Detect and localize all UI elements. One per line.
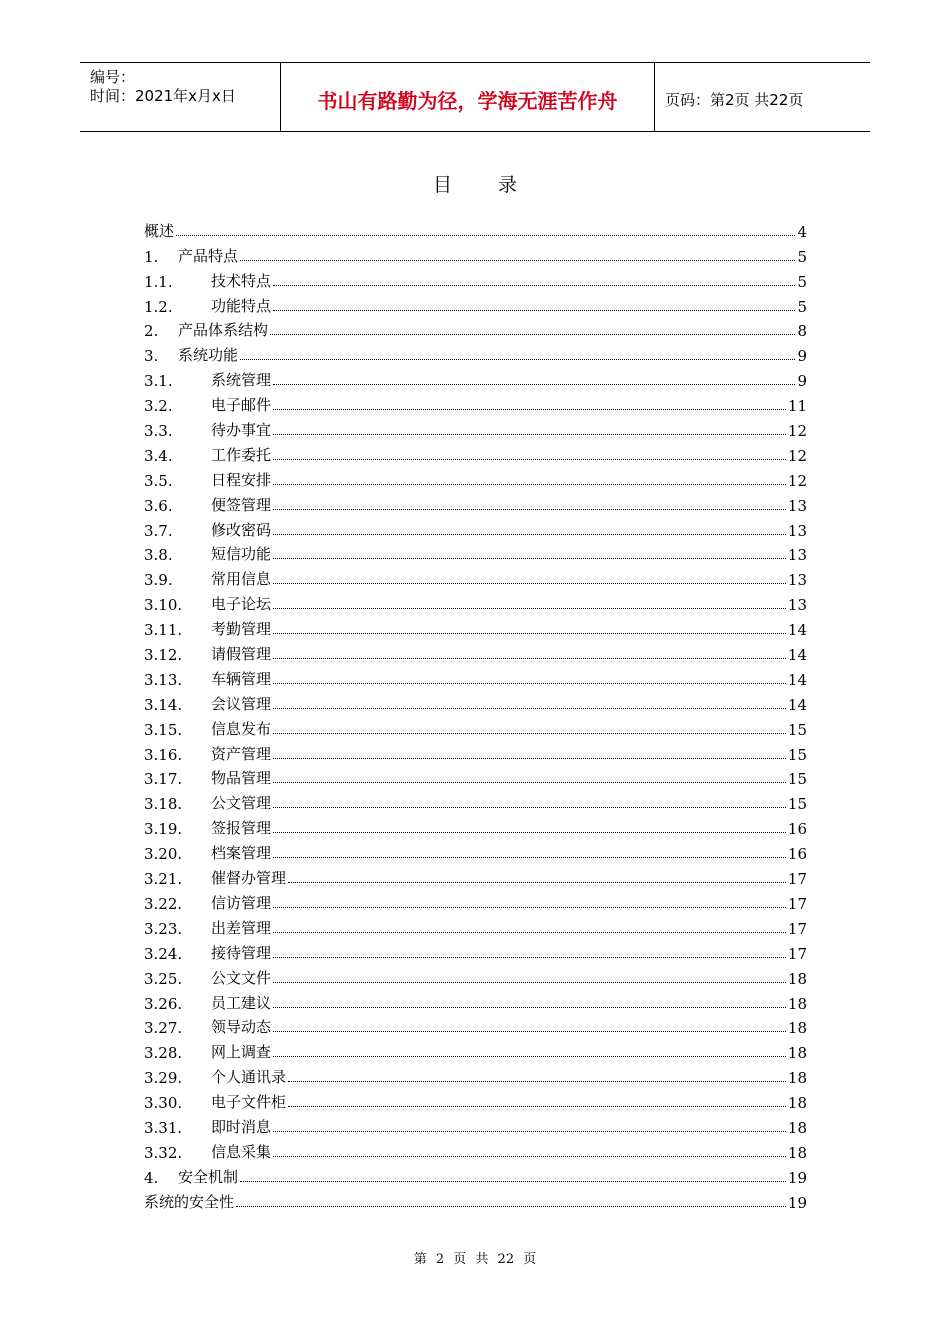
motto: 书山有路勤为径，学海无涯苦作舟 [317,89,618,113]
toc-entry-number: 3.7. [144,521,173,540]
toc-entry-page: 18 [787,1094,807,1113]
toc-entry-page: 18 [787,994,807,1013]
toc-entry-title: 考勤管理 [211,620,272,639]
toc-entry[interactable] [144,564,807,589]
toc-entry-title: 功能特点 [211,296,272,315]
toc-entry-page: 17 [787,870,807,889]
toc-entry-number: 3.20. [144,845,183,864]
toc-entry-page: 8 [797,322,807,341]
toc-entry-number: 3.2. [144,397,173,416]
toc-entry-page: 13 [787,546,807,565]
toc-entry[interactable] [144,938,807,963]
toc-entry-title: 安全机制 [178,1167,239,1186]
toc-entry-page: 18 [787,1143,807,1162]
toc-entry-number: 3.31. [144,1118,183,1137]
toc-dot-leader [273,509,786,510]
toc-entry[interactable] [144,440,807,465]
toc-entry-number: 3.1. [144,372,173,391]
toc-entry-page: 14 [787,670,807,689]
toc-dot-leader [273,1031,786,1032]
toc-entry-number: 3.10. [144,596,183,615]
toc-entry[interactable] [144,664,807,689]
toc-entry-title: 待办事宜 [211,421,272,440]
toc-entry[interactable] [144,465,807,490]
toc-entry-number: 3.28. [144,1044,183,1063]
toc-entry-page: 18 [787,1118,807,1137]
toc-entry-page: 17 [787,944,807,963]
toc-entry[interactable] [144,291,807,316]
toc-entry-title: 电子文件柜 [211,1093,287,1112]
toc-entry[interactable] [144,1187,807,1212]
toc-entry-title: 信访管理 [211,893,272,912]
toc-entry-title: 车辆管理 [211,669,272,688]
toc-entry-title: 便签管理 [211,495,272,514]
header-motto-cell [281,63,655,131]
toc-entry[interactable] [144,365,807,390]
toc-entry-title: 催督办管理 [211,869,287,888]
toc-entry[interactable] [144,614,807,639]
toc-entry-page: 19 [787,1168,807,1187]
toc-entry-title: 常用信息 [211,570,272,589]
toc-dot-leader [273,534,786,535]
toc-dot-leader [273,1056,786,1057]
toc-entry-page: 5 [797,247,807,266]
toc-entry-page: 9 [797,372,807,391]
toc-entry[interactable] [144,963,807,988]
toc-entry[interactable] [144,1037,807,1062]
toc-entry-title: 短信功能 [211,545,272,564]
toc-entry-number: 3.13. [144,670,183,689]
toc-entry[interactable] [144,988,807,1013]
toc-entry[interactable] [144,1162,807,1187]
toc-entry-page: 13 [787,571,807,590]
toc-entry[interactable] [144,1112,807,1137]
toc-entry-page: 12 [787,446,807,465]
toc-entry-title: 个人通讯录 [211,1068,287,1087]
toc-entry-number: 3.3. [144,422,173,441]
toc-entry[interactable] [144,788,807,813]
toc-dot-leader [288,882,786,883]
toc-entry-number: 3.21. [144,870,183,889]
toc-entry-page: 12 [787,422,807,441]
toc-entry-number: 3.9. [144,571,173,590]
toc-entry-number: 3.25. [144,969,183,988]
toc-entry-page: 13 [787,596,807,615]
toc-entry[interactable] [144,340,807,365]
toc-dot-leader [273,285,795,286]
toc-entry-title: 系统管理 [211,371,272,390]
toc-dot-leader [176,235,795,236]
toc-dot-leader [273,932,786,933]
toc-entry-page: 15 [787,720,807,739]
toc-entry-page: 17 [787,894,807,913]
toc-entry-title: 产品特点 [178,246,239,265]
toc-entry[interactable] [144,813,807,838]
toc-entry-page: 13 [787,496,807,515]
toc-entry-title: 修改密码 [211,520,272,539]
toc-dot-leader [273,484,786,485]
toc-dot-leader [273,982,786,983]
toc-entry-title: 即时消息 [211,1117,272,1136]
toc-entry-number: 3.23. [144,919,183,938]
toc-entry-number: 1.2. [144,297,173,316]
toc-dot-leader [273,409,786,410]
toc-entry-number: 3.5. [144,471,173,490]
toc-entry-page: 18 [787,1019,807,1038]
toc-entry-page: 18 [787,1069,807,1088]
toc-entry-page: 15 [787,745,807,764]
toc-dot-leader [288,1106,786,1107]
toc-entry-number: 3.19. [144,820,183,839]
toc-entry-page: 17 [787,919,807,938]
toc-entry-page: 18 [787,1044,807,1063]
toc-entry[interactable] [144,316,807,341]
toc-entry-title: 系统功能 [178,346,239,365]
toc-dot-leader [240,1181,786,1182]
toc-dot-leader [240,260,795,261]
toc-entry[interactable] [144,216,807,241]
toc-entry-number: 4. [144,1168,159,1187]
toc-entry-number: 3.6. [144,496,173,515]
toc-dot-leader [273,633,786,634]
toc-entry-page: 18 [787,969,807,988]
toc-entry-number: 3.16. [144,745,183,764]
toc-entry-page: 9 [797,347,807,366]
toc-entry[interactable] [144,540,807,565]
toc-entry-number: 1.1. [144,272,173,291]
toc-dot-leader [273,907,786,908]
toc-entry-number: 3. [144,347,159,366]
toc-entry-page: 19 [787,1193,807,1212]
toc-dot-leader [273,583,786,584]
toc-entry[interactable] [144,415,807,440]
toc-entry-number: 3.24. [144,944,183,963]
toc-entry-title: 产品体系结构 [178,321,269,340]
toc-dot-leader [273,683,786,684]
toc-entry[interactable] [144,689,807,714]
toc-entry-page: 5 [797,297,807,316]
toc-entry-number: 3.14. [144,695,183,714]
header-meta-cell [80,63,281,131]
toc-entry[interactable] [144,515,807,540]
toc-entry-page: 14 [787,646,807,665]
toc-entry-title: 日程安排 [211,470,272,489]
toc-entry[interactable] [144,1062,807,1087]
toc-entry-title: 接待管理 [211,943,272,962]
toc-entry[interactable] [144,764,807,789]
toc-dot-leader [273,384,795,385]
time-line: 时间：2021年x月x日 [90,87,236,105]
toc-entry-number: 3.15. [144,720,183,739]
toc-dot-leader [273,807,786,808]
toc-entry-number: 1. [144,247,159,266]
toc-entry-page: 4 [797,222,807,241]
toc-entry-title: 技术特点 [211,271,272,290]
toc-entry[interactable] [144,863,807,888]
toc-entry-page: 14 [787,621,807,640]
toc-dot-leader [240,359,795,360]
toc-entry[interactable] [144,714,807,739]
toc-entry-title: 签报管理 [211,819,272,838]
toc-entry-title: 工作委托 [211,445,272,464]
toc-dot-leader [273,857,786,858]
toc-entry[interactable] [144,589,807,614]
toc-entry-number: 3.32. [144,1143,183,1162]
toc-entry-page: 14 [787,695,807,714]
toc-entry-number: 3.27. [144,1019,183,1038]
toc-entry-title: 信息发布 [211,719,272,738]
toc-dot-leader [273,434,786,435]
toc-entry[interactable] [144,490,807,515]
page-footer: 第 2 页 共 22 页 [413,1252,537,1267]
toc-entry[interactable] [144,241,807,266]
toc-entry[interactable] [144,1013,807,1038]
toc-dot-leader [273,1007,786,1008]
toc-entry-title: 概述 [144,221,175,240]
toc-entry-title: 出差管理 [211,918,272,937]
toc-dot-leader [288,1081,786,1082]
toc-entry-title: 信息采集 [211,1142,272,1161]
toc-entry[interactable] [144,913,807,938]
toc-entry-page: 16 [787,845,807,864]
toc-entry-number: 3.4. [144,446,173,465]
toc-entry[interactable] [144,390,807,415]
toc-entry-page: 5 [797,272,807,291]
toc-entry-title: 请假管理 [211,645,272,664]
toc-entry-title: 系统的安全性 [144,1192,235,1211]
toc-dot-leader [273,957,786,958]
toc-dot-leader [270,334,795,335]
toc-entry-title: 档案管理 [211,844,272,863]
toc-dot-leader [273,1156,786,1157]
toc-dot-leader [273,832,786,833]
toc-entry-number: 3.26. [144,994,183,1013]
toc-entry-title: 会议管理 [211,694,272,713]
toc-entry-number: 3.8. [144,546,173,565]
toc-entry[interactable] [144,266,807,291]
serial-number-label: 编号： [90,68,136,86]
header-page-cell [655,63,870,131]
toc-dot-leader [273,459,786,460]
toc-entry-number: 3.30. [144,1094,183,1113]
toc-entry-number: 3.12. [144,646,183,665]
toc-entry-number: 3.18. [144,795,183,814]
toc-entry-title: 公文文件 [211,968,272,987]
toc-entry[interactable] [144,1137,807,1162]
toc-dot-leader [273,758,786,759]
toc-entry-number: 2. [144,322,159,341]
toc-dot-leader [273,558,786,559]
toc-title: 目 录 [432,174,538,196]
toc-entry-number: 3.22. [144,894,183,913]
toc-dot-leader [273,733,786,734]
toc-entry[interactable] [144,888,807,913]
page-info: 页码：第2页 共22页 [665,91,804,109]
toc-dot-leader [273,608,786,609]
toc-entry-title: 物品管理 [211,769,272,788]
toc-dot-leader [273,1131,786,1132]
toc-entry-title: 网上调查 [211,1043,272,1062]
toc-dot-leader [273,782,786,783]
toc-entry-page: 13 [787,521,807,540]
toc-entry-page: 15 [787,770,807,789]
toc-entry-number: 3.17. [144,770,183,789]
toc-entry[interactable] [144,838,807,863]
toc-dot-leader [273,708,786,709]
toc-entry-page: 16 [787,820,807,839]
toc-entry-number: 3.11. [144,621,183,640]
toc-entry-title: 电子论坛 [211,595,272,614]
toc-entry-page: 12 [787,471,807,490]
toc-entry-title: 资产管理 [211,744,272,763]
toc-entry-page: 15 [787,795,807,814]
table-of-contents [144,216,807,1212]
toc-entry-title: 员工建议 [211,993,272,1012]
page-header [80,62,870,132]
toc-entry[interactable] [144,739,807,764]
toc-entry-title: 领导动态 [211,1018,272,1037]
toc-entry-number: 3.29. [144,1069,183,1088]
toc-entry-title: 电子邮件 [211,396,272,415]
toc-entry-page: 11 [787,397,807,416]
toc-entry[interactable] [144,639,807,664]
toc-dot-leader [273,310,795,311]
toc-entry-title: 公文管理 [211,794,272,813]
toc-dot-leader [236,1206,786,1207]
toc-entry[interactable] [144,1087,807,1112]
toc-dot-leader [273,658,786,659]
